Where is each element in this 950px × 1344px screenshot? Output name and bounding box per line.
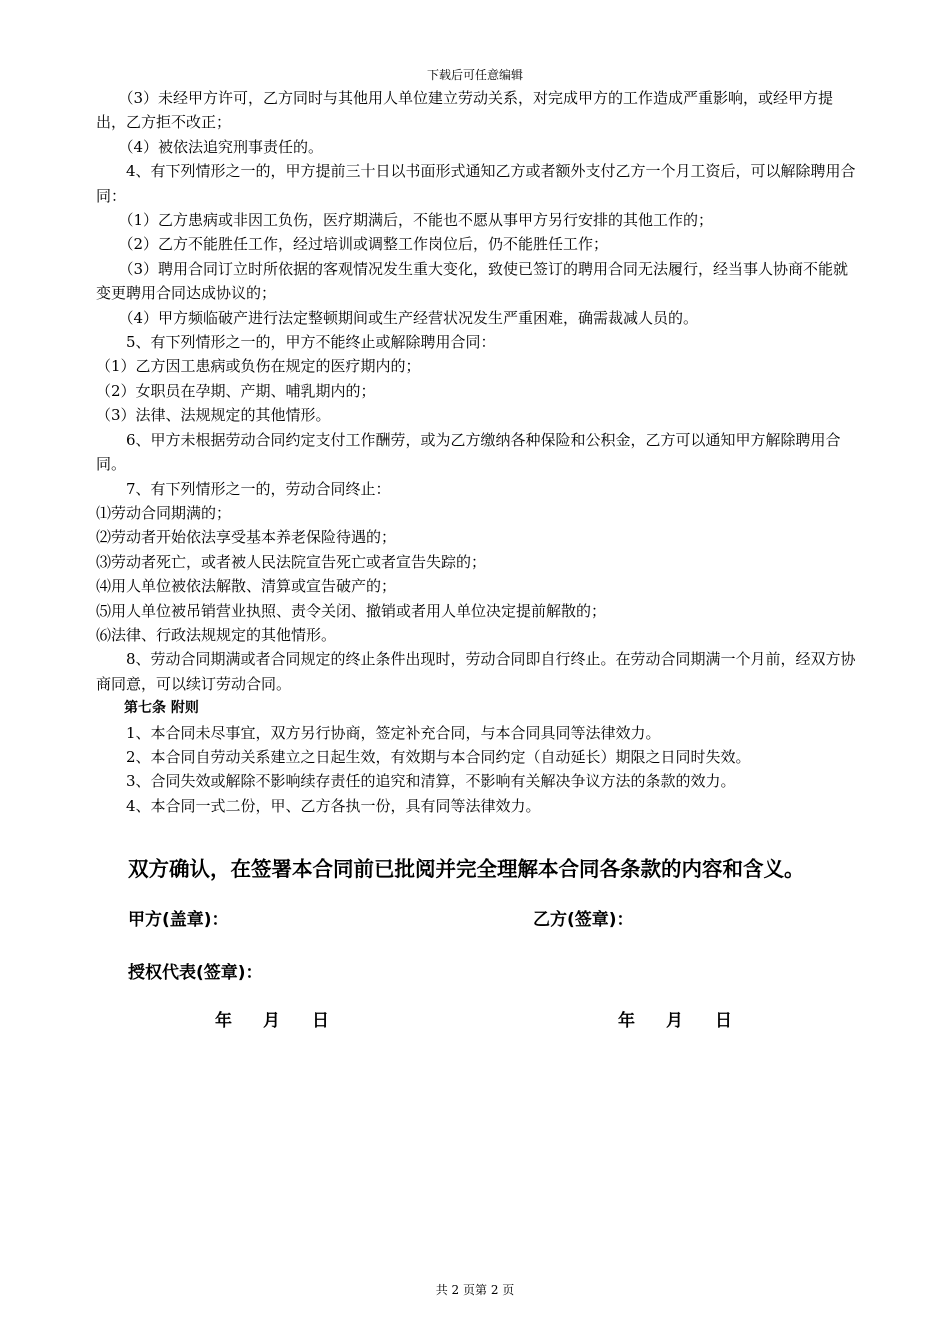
paragraph: （4）甲方频临破产进行法定整顿期间或生产经营状况发生严重困难，确需裁减人员的。	[118, 308, 699, 327]
paragraph: （4）被依法追究刑事责任的。	[118, 137, 324, 156]
paragraph: 1、本合同未尽事宜，双方另行协商，签定补充合同，与本合同具同等法律效力。	[126, 723, 661, 742]
paragraph: ⑶劳动者死亡，或者被人民法院宣告死亡或者宣告失踪的；	[96, 552, 487, 571]
paragraph: （1）乙方患病或非因工负伤，医疗期满后，不能也不愿从事甲方另行安排的其他工作的；	[118, 211, 714, 230]
paragraph: 3、合同失效或解除不影响续存责任的追究和清算，不影响有关解决争议方法的条款的效力。	[126, 772, 736, 791]
date-day-label: 日	[715, 1011, 732, 1031]
paragraph: （2）女职员在孕期、产期、哺乳期内的；	[96, 381, 376, 400]
paragraph: （3）聘用合同订立时所依据的客观情况发生重大变化，致使已签订的聘用合同无法履行，经当事人协商不能就变更聘用合同达成协议的；	[96, 259, 849, 303]
date-day-label: 日	[312, 1011, 329, 1031]
paragraph: ⑸用人单位被吊销营业执照、责令关闭、撤销或者用人单位决定提前解散的；	[96, 601, 607, 620]
paragraph: 2、本合同自劳动关系建立之日起生效，有效期与本合同约定（自动延长）期限之日同时失效。	[126, 747, 751, 766]
paragraph: ⑴劳动合同期满的；	[96, 503, 232, 522]
date-month-label: 月	[666, 1011, 683, 1031]
section-heading: 第七条 附则	[124, 700, 199, 717]
party-a-signature-label: 甲方(盖章)：	[128, 910, 229, 930]
paragraph: 6、甲方未根据劳动合同约定支付工作酬劳，或为乙方缴纳各种保险和公积金，乙方可以通知甲方解除聘用合同。	[96, 430, 841, 474]
paragraph: 5、有下列情形之一的，甲方不能终止或解除聘用合同：	[126, 333, 496, 352]
paragraph: 7、有下列情形之一的，劳动合同终止：	[126, 479, 391, 498]
page-footer: 共 2 页第 2 页	[435, 1283, 515, 1297]
paragraph: 8、劳动合同期满或者合同规定的终止条件出现时，劳动合同即自行终止。在劳动合同期满一个月前，经双方协商同意，可以续订劳动合同。	[96, 650, 856, 693]
page-header: 下载后可任意编辑	[426, 68, 523, 82]
paragraph: （3）未经甲方许可，乙方同时与其他用人单位建立劳动关系，对完成甲方的工作造成严重影响，或经甲方提出，乙方拒不改正；	[96, 89, 834, 132]
paragraph: （3）法律、法规规定的其他情形。	[96, 406, 331, 425]
date-year-label: 年	[618, 1011, 635, 1031]
paragraph: （1）乙方因工患病或负伤在规定的医疗期内的；	[96, 357, 421, 376]
paragraph: ⑷用人单位被依法解散、清算或宣告破产的；	[96, 577, 397, 596]
paragraph: ⑹法律、行政法规规定的其他情形。	[96, 625, 337, 644]
party-b-signature-label: 乙方(签章)：	[533, 910, 634, 930]
paragraph: 4、本合同一式二份，甲、乙方各执一份，具有同等法律效力。	[126, 796, 541, 815]
paragraph: （2）乙方不能胜任工作，经过培训或调整工作岗位后，仍不能胜任工作；	[118, 235, 609, 254]
paragraph: ⑵劳动者开始依法享受基本养老保险待遇的；	[96, 528, 397, 547]
date-month-label: 月	[263, 1011, 280, 1031]
contract-body	[96, 86, 856, 818]
confirmation-statement: 双方确认，在签署本合同前已批阅并完全理解本合同各条款的内容和含义。	[128, 857, 805, 881]
paragraph: 4、有下列情形之一的，甲方提前三十日以书面形式通知乙方或者额外支付乙方一个月工资后，可以解除聘用合同：	[96, 162, 856, 205]
representative-signature-label: 授权代表(签章)：	[128, 963, 263, 983]
date-year-label: 年	[215, 1011, 232, 1031]
